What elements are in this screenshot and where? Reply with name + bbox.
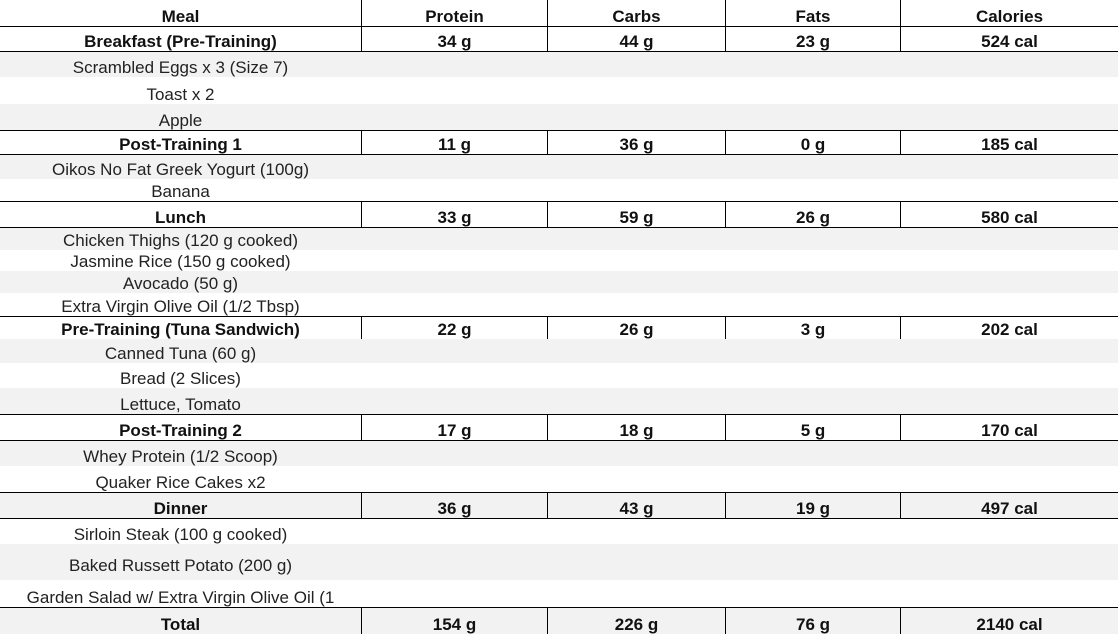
food-item[interactable]: Oikos No Fat Greek Yogurt (100g) [51, 160, 310, 179]
meal-fats[interactable]: 26 g [725, 202, 900, 227]
meal-calories[interactable]: 580 cal [900, 202, 1118, 227]
food-item-row [0, 388, 1118, 414]
meal-carbs[interactable]: 18 g [547, 415, 725, 440]
meal-name[interactable]: Lunch [155, 208, 206, 227]
food-item-row [0, 441, 1118, 466]
meal-calories[interactable]: 497 cal [900, 493, 1118, 518]
food-item[interactable]: Whey Protein (1/2 Scoop) [83, 447, 278, 466]
meal-carbs[interactable]: 43 g [547, 493, 725, 518]
food-item-row [0, 293, 1118, 316]
meal-calories[interactable]: 524 cal [900, 26, 1118, 51]
food-item-row [0, 466, 1118, 492]
food-item[interactable]: Quaker Rice Cakes x2 [95, 473, 266, 492]
total-row [0, 607, 1118, 634]
meal-name[interactable]: Post-Training 2 [119, 421, 242, 440]
total-calories[interactable]: 2140 cal [900, 608, 1118, 634]
header-protein[interactable]: Protein [361, 0, 547, 26]
header-calories[interactable]: Calories [900, 0, 1118, 26]
meal-protein[interactable]: 34 g [361, 26, 547, 51]
food-item[interactable]: Avocado (50 g) [123, 274, 238, 293]
header-meal[interactable]: Meal [161, 7, 200, 26]
meal-name[interactable]: Breakfast (Pre-Training) [84, 32, 277, 51]
food-item-row [0, 544, 1118, 580]
meal-calories[interactable]: 170 cal [900, 415, 1118, 440]
food-item[interactable]: Jasmine Rice (150 g cooked) [70, 252, 291, 271]
food-item-row [0, 518, 1118, 544]
food-item-row [0, 363, 1118, 388]
meal-fats[interactable]: 19 g [725, 493, 900, 518]
food-item[interactable]: Baked Russett Potato (200 g) [68, 556, 293, 575]
meal-row-lunch [0, 201, 1118, 228]
header-fats[interactable]: Fats [725, 0, 900, 26]
total-protein[interactable]: 154 g [361, 608, 547, 634]
food-item-row [0, 52, 1118, 77]
food-item-row [0, 179, 1118, 201]
food-item-row [0, 250, 1118, 271]
header-carbs[interactable]: Carbs [547, 0, 725, 26]
meal-row-post-training-2 [0, 414, 1118, 441]
meal-protein[interactable]: 17 g [361, 415, 547, 440]
meal-row-post-training-1 [0, 130, 1118, 155]
meal-carbs[interactable]: 59 g [547, 202, 725, 227]
food-item[interactable]: Apple [158, 111, 203, 130]
meal-protein[interactable]: 11 g [361, 131, 547, 154]
header-row [0, 0, 1118, 27]
food-item-row [0, 104, 1118, 130]
food-item[interactable]: Toast x 2 [146, 85, 215, 104]
meal-name[interactable]: Pre-Training (Tuna Sandwich) [61, 320, 300, 339]
food-item-row [0, 580, 1118, 607]
food-item[interactable]: Garden Salad w/ Extra Virgin Olive Oil (1 [26, 588, 335, 607]
meal-protein[interactable]: 36 g [361, 493, 547, 518]
meal-protein[interactable]: 33 g [361, 202, 547, 227]
meal-name[interactable]: Post-Training 1 [119, 135, 242, 154]
meal-fats[interactable]: 0 g [725, 131, 900, 154]
food-item[interactable]: Extra Virgin Olive Oil (1/2 Tbsp) [61, 297, 300, 316]
food-item-row [0, 228, 1118, 250]
food-item-row [0, 77, 1118, 104]
total-carbs[interactable]: 226 g [547, 608, 725, 634]
meal-fats[interactable]: 23 g [725, 26, 900, 51]
food-item[interactable]: Scrambled Eggs x 3 (Size 7) [72, 58, 289, 77]
meal-carbs[interactable]: 26 g [547, 317, 725, 339]
meal-row-dinner [0, 492, 1118, 519]
food-item[interactable]: Bread (2 Slices) [120, 369, 241, 388]
food-item[interactable]: Banana [151, 182, 210, 201]
meal-fats[interactable]: 5 g [725, 415, 900, 440]
meal-name[interactable]: Dinner [153, 499, 208, 518]
food-item[interactable]: Sirloin Steak (100 g cooked) [73, 525, 288, 544]
meal-carbs[interactable]: 44 g [547, 26, 725, 51]
total-label[interactable]: Total [160, 615, 201, 634]
food-item-row [0, 339, 1118, 363]
food-item[interactable]: Lettuce, Tomato [120, 395, 241, 414]
meal-calories[interactable]: 185 cal [900, 131, 1118, 154]
meal-calories[interactable]: 202 cal [900, 317, 1118, 339]
meal-protein[interactable]: 22 g [361, 317, 547, 339]
food-item-row [0, 155, 1118, 179]
meal-fats[interactable]: 3 g [725, 317, 900, 339]
meal-row-breakfast [0, 26, 1118, 52]
meal-row-pre-training [0, 316, 1118, 340]
total-fats[interactable]: 76 g [725, 608, 900, 634]
food-item-row [0, 271, 1118, 293]
food-item[interactable]: Chicken Thighs (120 g cooked) [63, 231, 298, 250]
meal-carbs[interactable]: 36 g [547, 131, 725, 154]
food-item[interactable]: Canned Tuna (60 g) [104, 344, 257, 363]
